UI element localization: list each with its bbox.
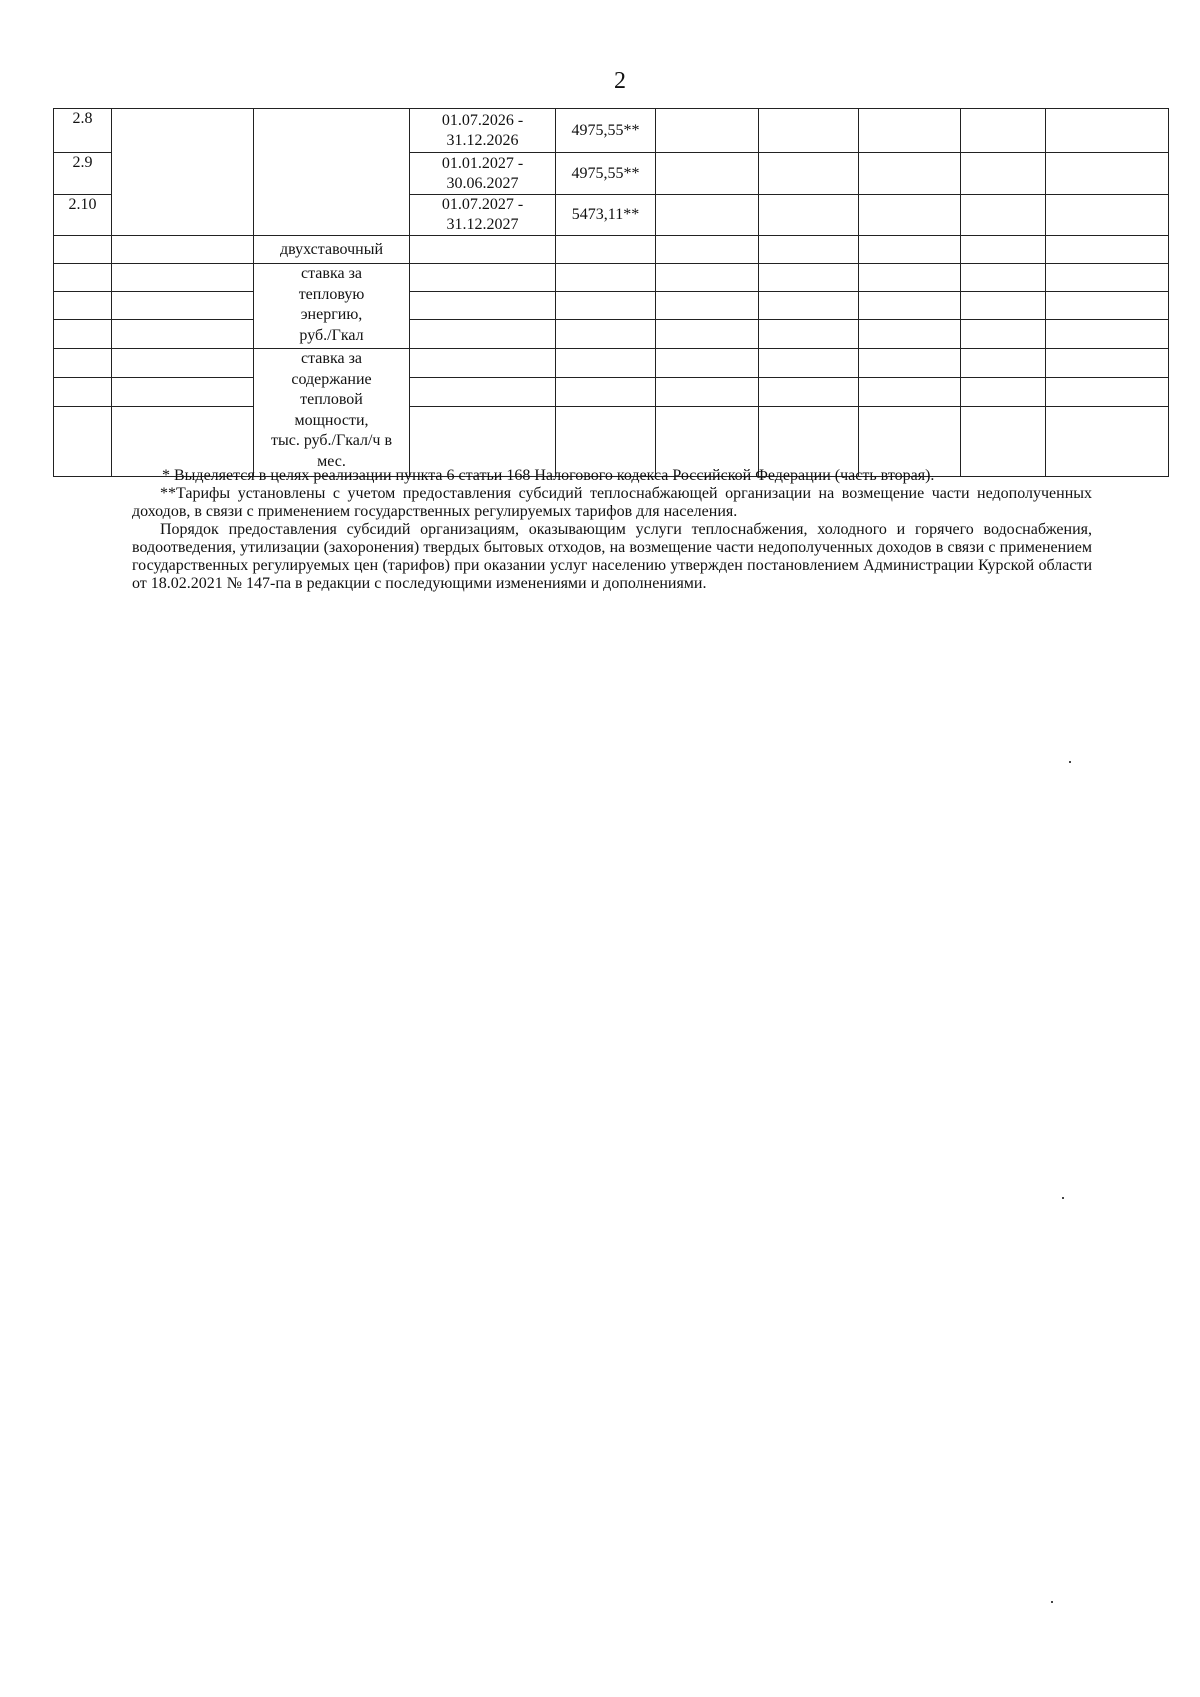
empty-cell (656, 320, 759, 349)
empty-cell (410, 378, 556, 407)
table-row (54, 292, 1169, 320)
empty-cell (556, 407, 656, 477)
empty-cell (859, 320, 961, 349)
table-row (54, 407, 1169, 477)
period-start: 01.01.2027 - (441, 154, 524, 172)
empty-cell (1046, 378, 1169, 407)
empty-cell (759, 292, 859, 320)
empty-cell (112, 378, 254, 407)
empty-cell (961, 349, 1046, 378)
empty-cell (1046, 292, 1169, 320)
empty-cell (759, 378, 859, 407)
subsidy-footnote: **Тарифы установлены с учетом предоставления субсидий теплоснабжающей организации на возмещение части недополученных доходов, в связи с применением государственных регулируемых тарифов для населения. (132, 485, 1092, 520)
empty-cell (859, 109, 961, 153)
empty-cell (859, 407, 961, 477)
empty-cell (961, 407, 1046, 477)
empty-cell (1046, 109, 1169, 153)
empty-cell (859, 378, 961, 407)
empty-cell (410, 407, 556, 477)
empty-cell (961, 109, 1046, 153)
empty-cell (112, 349, 254, 378)
empty-cell (1046, 320, 1169, 349)
empty-cell (859, 195, 961, 236)
period-cell (410, 109, 556, 153)
empty-cell (112, 236, 254, 264)
empty-cell (656, 109, 759, 153)
row-number: 2.9 (54, 153, 112, 195)
empty-cell (759, 109, 859, 153)
table-row (54, 378, 1169, 407)
empty-cell (759, 320, 859, 349)
subsidy-procedure-paragraph: Порядок предоставления субсидий организациям, оказывающим услуги теплоснабжения, холодного и горячего водоснабжения, водоотведения, утилизации (захоронения) твердых бытовых отходов, на возмещение части недополученных доходов в связи с применением государственных регулируемых цен (тарифов) при оказании услуг населению утвержден постановлением Администрации Курской области от 18.02.2021 № 147-па в редакции с последующими изменениями и дополнениями. (132, 521, 1092, 592)
empty-cell (759, 153, 859, 195)
tariff-table (53, 108, 1169, 477)
tariff-value: 4975,55** (556, 109, 656, 153)
empty-cell (859, 264, 961, 292)
footnotes (132, 467, 1092, 593)
empty-cell (859, 292, 961, 320)
empty-cell (961, 292, 1046, 320)
empty-cell (556, 236, 656, 264)
period-cell (410, 195, 556, 236)
period-end: 31.12.2027 (446, 216, 519, 233)
empty-cell (1046, 153, 1169, 195)
empty-cell (1046, 349, 1169, 378)
table-row (54, 109, 1169, 153)
empty-cell (656, 153, 759, 195)
heat-energy-rate-label: ставка за тепловую энергию, руб./Гкал (254, 264, 410, 349)
empty-cell (859, 349, 961, 378)
empty-cell (1046, 195, 1169, 236)
empty-cell (656, 407, 759, 477)
period-end: 31.12.2026 (446, 131, 519, 149)
vat-footnote: * Выделяется в целях реализации пункта 6 статьи 168 Налогового кодекса Российской Федерации (часть вторая). (162, 467, 935, 484)
empty-cell (54, 236, 112, 264)
period-end: 30.06.2027 (446, 174, 519, 192)
table-row (54, 264, 1169, 292)
table-row (54, 349, 1169, 378)
empty-cell (410, 292, 556, 320)
empty-cell (656, 236, 759, 264)
empty-cell (656, 378, 759, 407)
period-cell (410, 153, 556, 195)
empty-cell (54, 320, 112, 349)
empty-cell (410, 320, 556, 349)
empty-cell (759, 264, 859, 292)
empty-cell (1046, 264, 1169, 292)
table-row (54, 236, 1169, 264)
empty-cell (859, 153, 961, 195)
empty-cell (759, 236, 859, 264)
scan-speck (1051, 1601, 1053, 1603)
tariff-value: 5473,11** (556, 195, 656, 236)
tariff-value: 4975,55** (556, 153, 656, 195)
scan-speck (1069, 761, 1071, 763)
heat-capacity-rate-label: ставка за содержание тепловой мощности, тыс. руб./Гкал/ч в мес. (254, 349, 410, 477)
empty-cell (112, 407, 254, 477)
period-start: 01.07.2027 - (441, 196, 524, 213)
empty-cell (961, 236, 1046, 264)
two-part-tariff-label: двухставочный (254, 236, 410, 264)
scan-speck (1062, 1197, 1064, 1199)
empty-cell (556, 349, 656, 378)
empty-cell (556, 378, 656, 407)
empty-cell (961, 320, 1046, 349)
table-row (54, 320, 1169, 349)
empty-cell (1046, 236, 1169, 264)
empty-cell (859, 236, 961, 264)
empty-cell (112, 264, 254, 292)
empty-cell (54, 292, 112, 320)
row-number: 2.8 (54, 109, 112, 153)
empty-cell (656, 292, 759, 320)
empty-cell (656, 264, 759, 292)
empty-cell (54, 407, 112, 477)
page-number: 2 (614, 68, 626, 94)
empty-cell (410, 264, 556, 292)
empty-cell (556, 320, 656, 349)
empty-cell (961, 195, 1046, 236)
empty-cell (759, 195, 859, 236)
empty-cell (54, 378, 112, 407)
empty-cell (556, 292, 656, 320)
empty-cell (556, 264, 656, 292)
empty-cell (112, 292, 254, 320)
empty-cell (410, 349, 556, 378)
empty-cell (961, 378, 1046, 407)
empty-cell (759, 407, 859, 477)
empty-cell (961, 264, 1046, 292)
empty-cell (254, 109, 410, 236)
empty-cell (656, 349, 759, 378)
period-start: 01.07.2026 - (441, 111, 524, 129)
empty-cell (410, 236, 556, 264)
empty-cell (54, 264, 112, 292)
empty-cell (112, 109, 254, 236)
empty-cell (54, 349, 112, 378)
empty-cell (961, 153, 1046, 195)
empty-cell (656, 195, 759, 236)
empty-cell (112, 320, 254, 349)
empty-cell (1046, 407, 1169, 477)
row-number: 2.10 (54, 195, 112, 236)
empty-cell (759, 349, 859, 378)
